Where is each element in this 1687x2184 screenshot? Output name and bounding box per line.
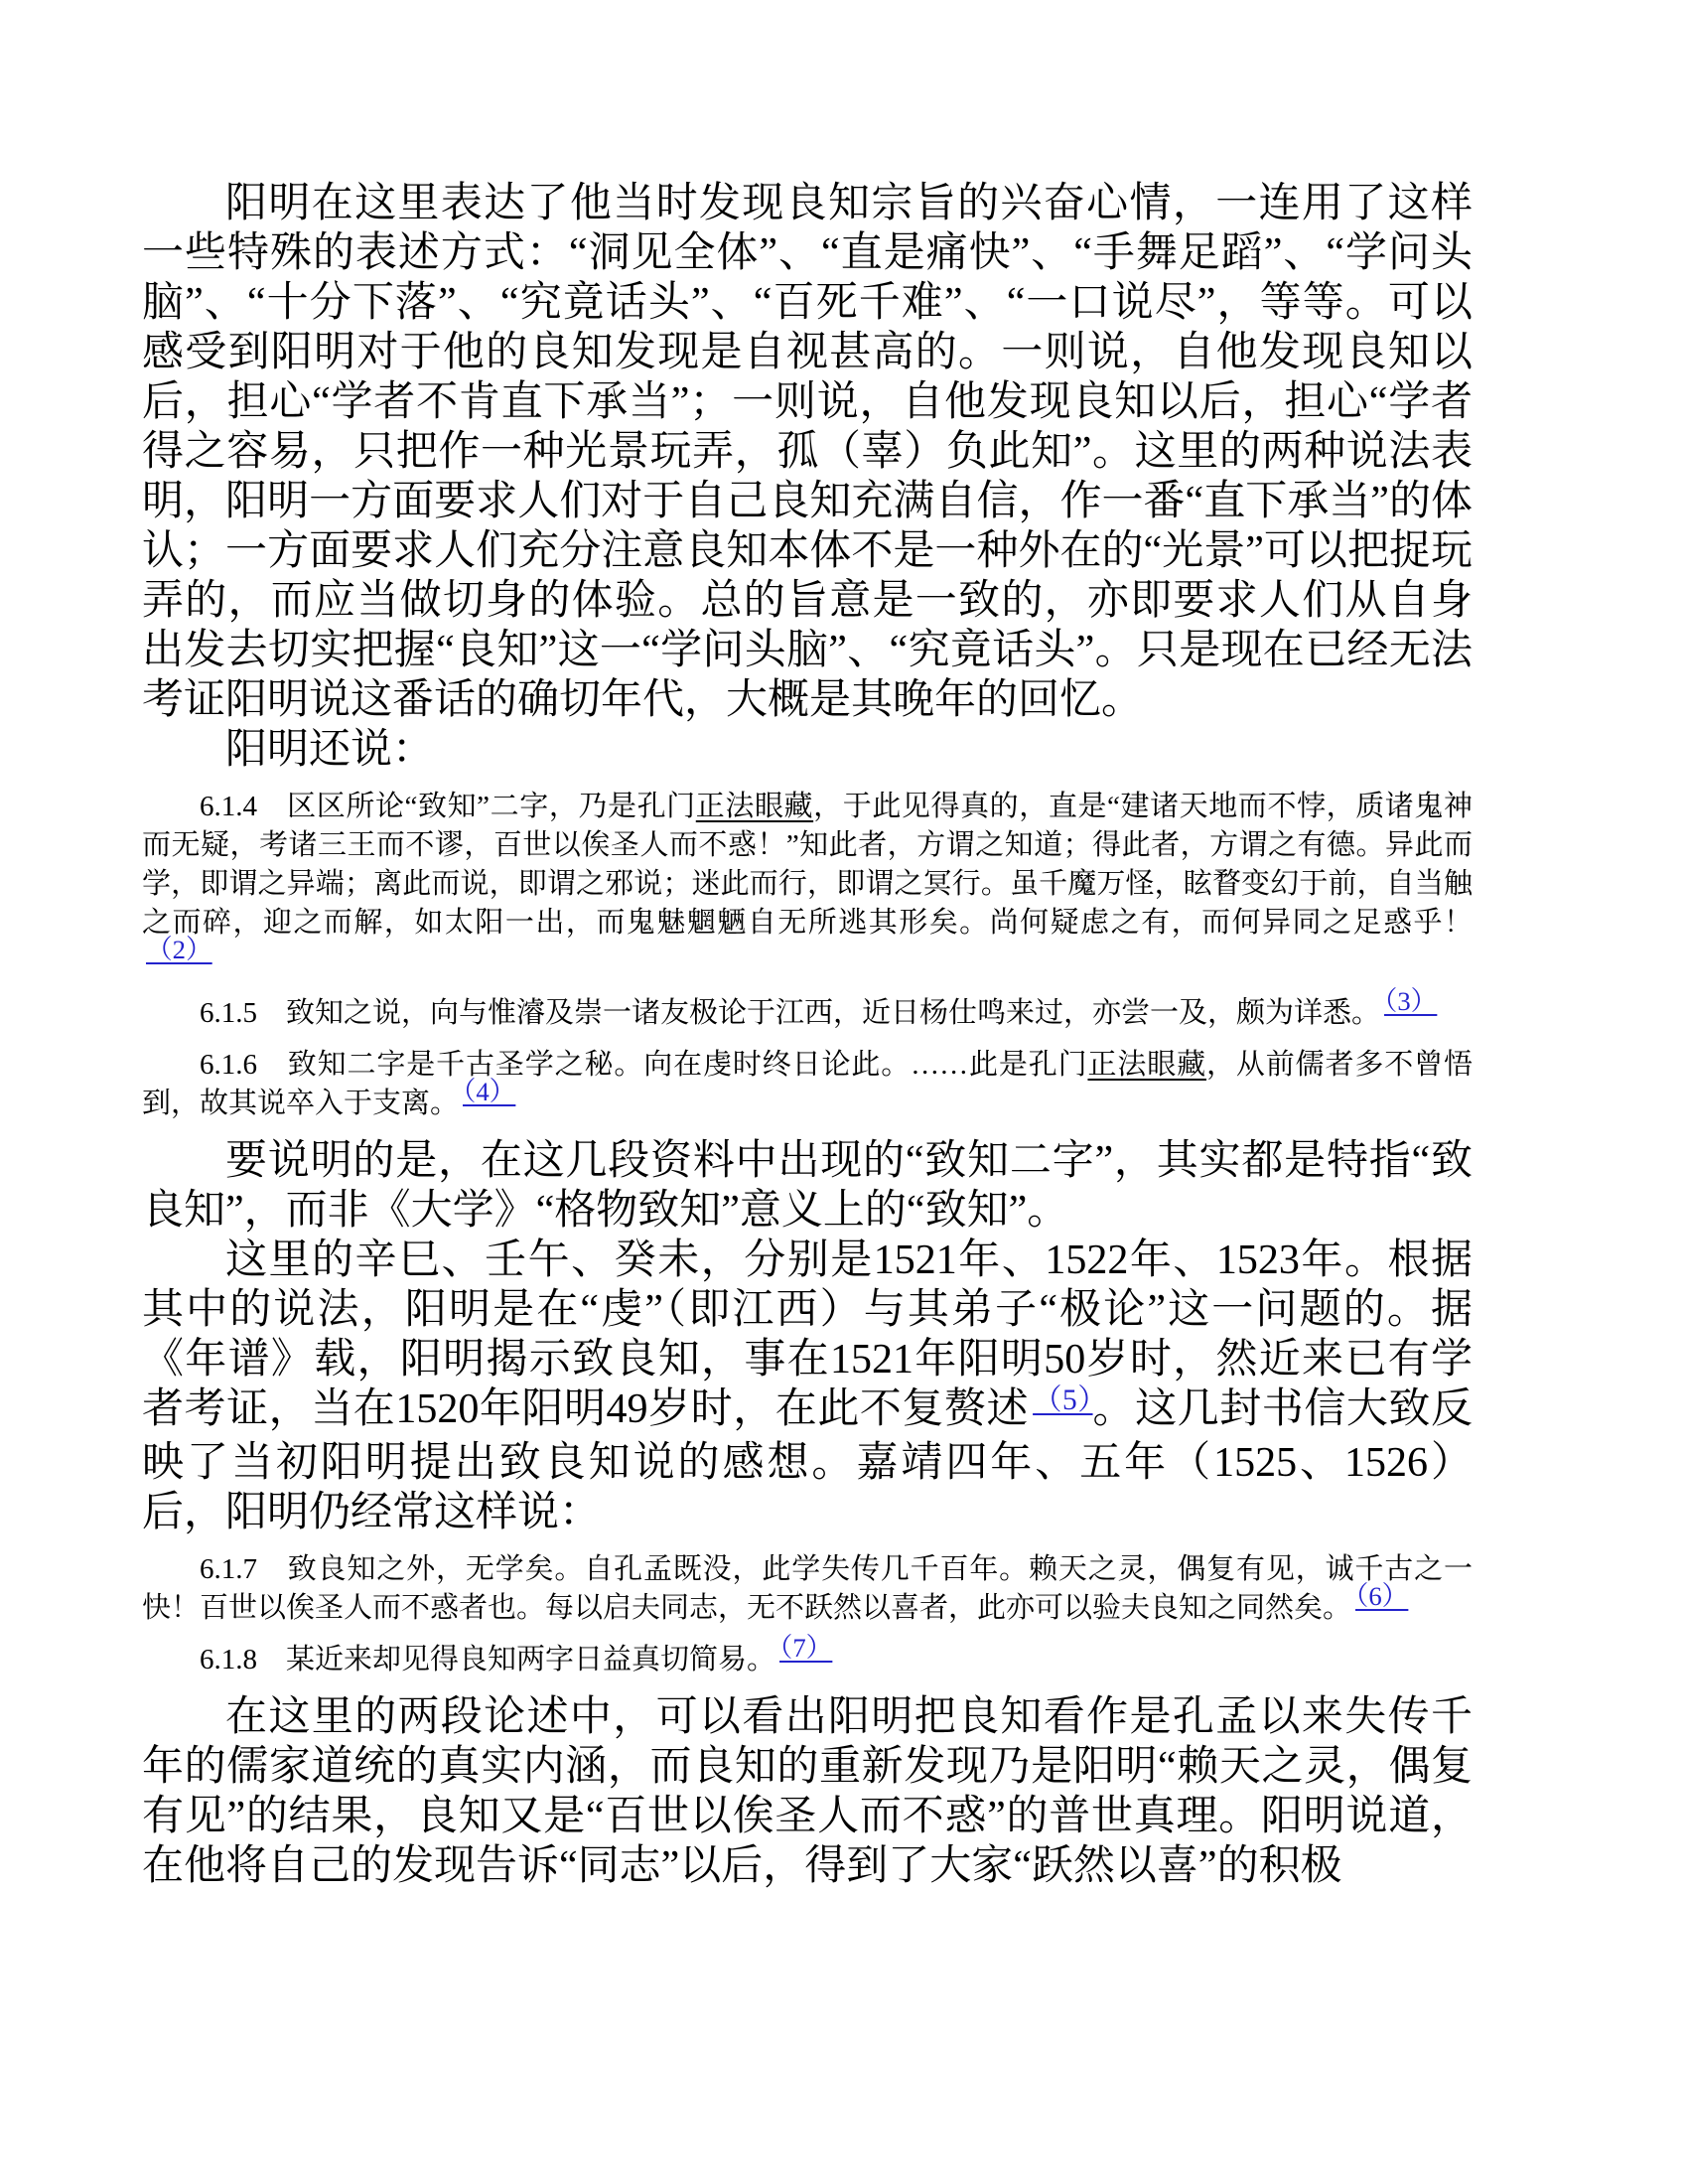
footnote-link[interactable]: （5） — [1033, 1383, 1093, 1416]
quote-6-1-5: 6.1.5 致知之说，向与惟濬及崇一诸友极论于江西，近日杨仕鸣来过，亦尝一及，颇为详悉。 （3） — [200, 986, 1438, 1029]
para-concluding: 在这里的两段论述中，可以看出阳明把良知看作是孔孟以来失传千年的儒家道统的真实内涵，而良知的重新发现乃是阳明“赖天之灵，偶复有见”的结果，良知又是“百世以俟圣人而不惑”的普世真理。阳明说道，在他将自己的发现告诉“同志”以后，得到了大家“跃然以喜”的积极 — [142, 1694, 1473, 1889]
underlined-term: 正法眼藏 — [1087, 1049, 1206, 1081]
para-zhizhi-clarification: 要说明的是，在这几段资料中出现的“致知二字”，其实都是特指“致良知”，而非《大学》“格物致知”意义上的“致知”。 — [142, 1138, 1473, 1234]
para-yangming-excitement: 阳明在这里表达了他当时发现良知宗旨的兴奋心情，一连用了这样一些特殊的表述方式：“洞见全体”、“直是痛快”、“手舞足蹈”、“学问头脑”、“十分下落”、“究竟话头”、“百死千难”、“一口说尽”，等等。可以感受到阳明对于他的良知发现是自视甚高的。一则说，自他发现良知以后，担心“学者不肯直下承当”；一则说，自他发现良知以后，担心“学者得之容易，只把作一种光景玩弄，孤（辜）负此知”。这里的两种说法表明，阳明一方面要求人们对于自己良知充满自信，作一番“直下承当”的体认；一方面要求人们充分注意良知本体不是一种外在的“光景”可以把捉玩弄的，而应当做切身的体验。总的旨意是一致的，亦即要求人们从自身出发去切实把握“良知”这一“学问头脑”、“究竟话头”。只是现在已经无法考证阳明说这番话的确切年代，大概是其晚年的回忆。 — [142, 181, 1473, 723]
footnote-link[interactable]: （2） — [146, 935, 212, 964]
footnote-link[interactable]: （4） — [463, 1077, 516, 1106]
footnote-link[interactable]: （7） — [779, 1633, 833, 1663]
footnote-link[interactable]: （6） — [1355, 1581, 1409, 1611]
para-dating-discussion: 这里的辛巳、壬午、癸未，分别是1521年、1522年、1523年。根据其中的说法，阳明是在“虔”（即江西）与其弟子“极论”这一问题的。据《年谱》载，阳明揭示致良知，事在1521年阳明50岁时，然近来已有学者考证，当在1520年阳明49岁时，在此不复赘述 $^{(5)}$。这几封书信大致反映了当初阳明提出致良知说的感想。嘉靖四年、五年（1525、1526）后，阳明仍经常这样说： — [142, 1238, 1473, 1535]
page-content — [142, 179, 1473, 1891]
para-lead-in: 阳明还说： — [225, 727, 435, 773]
underlined-term: 正法眼藏 — [695, 791, 814, 822]
quote-6-1-7: 6.1.7 致良知之外，无学矣。自孔孟既没，此学失传几千百年。赖天之灵，偶复有见，诚千古之一快！百世以俟圣人而不惑者也。每以启夫同志，无不跃然以喜者，此亦可以验夫良知之同然矣。 （6） — [142, 1553, 1473, 1624]
quote-6-1-4: 6.1.4 区区所论“致知”二字，乃是孔门正法眼藏，于此见得真的，直是“建诸天地而不悖，质诸鬼神而无疑，考诸三王而不谬，百世以俟圣人而不惑！”知此者，方谓之知道；得此者，方谓之有德。异此而学，即谓之异端；离此而说，即谓之邪说；迷此而行，即谓之冥行。虽千魔万怪，眩瞀变幻于前，自当触之而碎，迎之而解，如太阳一出，而鬼魅魍魉自无所逃其形矣。尚何疑虑之有，而何异同之足惑乎！（2） — [142, 791, 1473, 964]
quote-6-1-8: 6.1.8 某近来却见得良知两字日益真切简易。 （7） — [200, 1633, 833, 1675]
quote-6-1-6: 6.1.6 致知二字是千古圣学之秘。向在虔时终日论此。……此是孔门正法眼藏，从前儒者多不曾悟到，故其说卒入于支离。 （4） — [142, 1049, 1473, 1119]
footnote-link[interactable]: （3） — [1384, 986, 1438, 1016]
